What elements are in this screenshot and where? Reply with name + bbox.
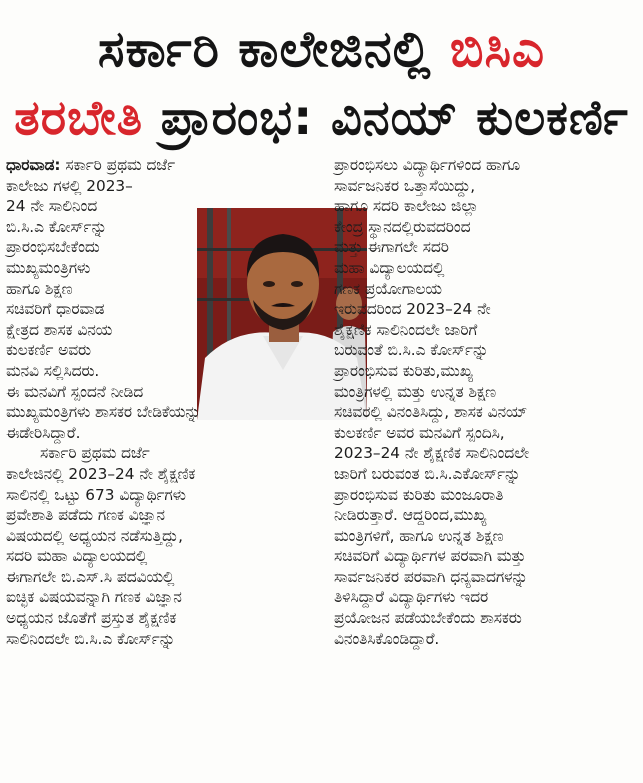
article-line: ವಿನಂತಿಸಿಕೊಂಡಿದ್ದಾರೆ. — [334, 629, 440, 648]
article-line: ಸಚಿವರಲ್ಲಿ ವಿನಂತಿಸಿದ್ದು, ಶಾಸಕ ವಿನಯ್ — [334, 403, 528, 422]
article-line: ಸಾಲಿನಿಂದಲೇ ಬಿ.ಸಿ.ಎ ಕೋರ್ಸ್‌ನ್ನು — [6, 629, 176, 648]
headline-line-2 — [0, 88, 643, 148]
article-line: ಐಚ್ಛಿಕ ವಿಷಯವನ್ನಾಗಿ ಗಣಕ ವಿಜ್ಞಾನ — [6, 588, 182, 607]
article-line: ಜಾರಿಗೆ ಬರುವಂತ ಬಿ.ಸಿ.ಎಕೋರ್ಸ್‌ನ್ನು — [334, 464, 521, 483]
article-line: ಈಡೇರಿಸಿದ್ದಾರೆ. — [6, 423, 81, 442]
article-line: ಶೈಕ್ಷಣಿಕ ಸಾಲಿನಿಂದಲೇ ಜಾರಿಗೆ — [334, 320, 478, 339]
article-line: ಸರ್ಕಾರಿ ಪ್ರಥಮ ದರ್ಜೆ — [40, 444, 150, 463]
article-line: ಕೇಂದ್ರ ಸ್ಥಾನದಲ್ಲಿರುವದರಿಂದ — [334, 217, 471, 236]
article-line: ಪ್ರಾರಂಭಿಸುವ ಕುರಿತು,ಮುಖ್ಯ — [334, 361, 474, 380]
article-line: ಹಾಗೂ ಸದರಿ ಕಾಲೇಜು ಜಿಲ್ಲಾ — [334, 197, 479, 216]
headline-line-1-black: ಸರ್ಕಾರಿ ಕಾಲೇಜಿನಲ್ಲಿ — [97, 20, 450, 78]
article-column-left — [6, 155, 326, 649]
article-line: ಸಾರ್ವಜನಿಕರ ಒತ್ತಾಸೆಯಿದ್ದು, — [334, 176, 476, 195]
left-narrow-block — [6, 155, 192, 382]
article-line: ಪ್ರಯೋಜನ ಪಡೆಯಬೇಕೆಂದು ಶಾಸಕರು — [334, 609, 522, 628]
headline-line-2-red: ತರಬೇತಿ — [14, 90, 144, 146]
dateline: ಧಾರವಾಡ: — [6, 156, 61, 174]
article-line: ಮಂತ್ರಿಗಳಿಗೆ, ಹಾಗೂ ಉನ್ನತ ಶಿಕ್ಷಣ — [334, 526, 504, 545]
article-line: ಕ್ಷೇತ್ರದ ಶಾಸಕ ವಿನಯ — [6, 320, 113, 339]
article-line: 24 ನೇ ಸಾಲಿನಿಂದ — [6, 197, 98, 216]
article-line: ಈ ಮನವಿಗೆ ಸ್ಪಂದನೆ ನೀಡಿದ — [6, 382, 144, 401]
article-line: ಕುಲಕರ್ಣಿ ಅವರು — [6, 341, 92, 360]
article-line: 2023–24 ನೇ ಶೈಕ್ಷಣಿಕ ಸಾಲಿನಿಂದಲೇ — [334, 444, 530, 463]
headline-line-2-black: ಪ್ರಾರಂಭ: ವಿನಯ್ ಕುಲಕರ್ಣಿ — [143, 90, 629, 146]
article-line: ನೀಡಿರುತ್ತಾರೆ. ಆದ್ದರಿಂದ,ಮುಖ್ಯ — [334, 506, 487, 525]
article-line: ಇರುವದರಿಂದ 2023–24 ನೇ — [334, 300, 491, 319]
headline-line-1 — [0, 18, 643, 80]
article-line: ಗಣಕ ಪ್ರಯೋಗಾಲಯ — [334, 279, 442, 298]
article-line: ಸದರಿ ಮಹಾ ವಿದ್ಯಾಲಯದಲ್ಲಿ — [6, 547, 148, 566]
article-line: ಬರುವಂತೆ ಬಿ.ಸಿ.ಎ ಕೋರ್ಸ್‌ನ್ನು — [334, 341, 489, 360]
article-line: ಮುಖ್ಯಮಂತ್ರಿಗಳು ಶಾಸಕರ ಬೇಡಿಕೆಯನ್ನು — [6, 403, 201, 422]
article-line: ಮಹಾ ವಿದ್ಯಾಲಯದಲ್ಲಿ — [334, 258, 445, 277]
article-line: ವಿಷಯದಲ್ಲಿ ಅಧ್ಯಯನ ನಡೆಸುತ್ತಿದ್ದು, — [6, 526, 184, 545]
article-line: ಪ್ರವೇಶಾತಿ ಪಡೆದು ಗಣಕ ವಿಜ್ಞಾನ — [6, 506, 165, 525]
article-line: ಮನವಿ ಸಲ್ಲಿಸಿದರು. — [6, 361, 100, 380]
article-line: ಕಾಲೇಜಿನಲ್ಲಿ 2023–24 ನೇ ಶೈಕ್ಷಣಿಕ — [6, 464, 196, 483]
article-line: ಈಗಾಗಲೇ ಬಿ.ಎಸ್.ಸಿ ಪದವಿಯಲ್ಲಿ — [6, 567, 175, 586]
article-line: ತಿಳಿಸಿದ್ದಾರೆ ವಿದ್ಯಾರ್ಥಿಗಳು ಇದರ — [334, 588, 489, 607]
article-line: ಹಾಗೂ ಶಿಕ್ಷಣ — [6, 279, 73, 298]
article-line: ಸಾರ್ವಜನಿಕರ ಪರವಾಗಿ ಧನ್ಯವಾದಗಳನ್ನು — [334, 567, 528, 586]
article-line: ಬಿ.ಸಿ.ಎ ಕೋರ್ಸ್‌ನ್ನು — [6, 217, 107, 236]
article-line: ಸಚಿವರಿಗೆ ವಿದ್ಯಾರ್ಥಿಗಳ ಪರವಾಗಿ ಮತ್ತು — [334, 547, 526, 566]
article-line: ಪ್ರಾರಂಭಿಸಲು ವಿದ್ಯಾರ್ಥಿಗಳಿಂದ ಹಾಗೂ — [334, 156, 521, 174]
article-line: ಮತ್ತು ಈಗಾಗಲೇ ಸದರಿ — [334, 238, 449, 257]
headline-line-1-red: ಬಿಸಿಎ — [449, 20, 546, 78]
article-line: ಕಾಲೇಜು ಗಳಲ್ಲಿ 2023– — [6, 176, 133, 195]
article-line: ಮುಖ್ಯಮಂತ್ರಿಗಳು — [6, 258, 91, 277]
article-line: ಸಚಿವರಿಗೆ ಧಾರವಾಡ — [6, 300, 105, 319]
article-line: ಕುಲಕರ್ಣಿ ಅವರ ಮನವಿಗೆ ಸ್ಪಂದಿಸಿ, — [334, 423, 505, 442]
article-line: ಧಾರವಾಡ: ಸರ್ಕಾರಿ ಪ್ರಥಮ ದರ್ಜೆ — [6, 156, 176, 174]
article-line: ಅಧ್ಯಯನ ಜೊತೆಗೆ ಪ್ರಸ್ತುತ ಶೈಕ್ಷಣಿಕ — [6, 609, 177, 628]
article-line: ಸಾಲಿನಲ್ಲಿ ಒಟ್ಟು 673 ವಿದ್ಯಾರ್ಥಿಗಳು — [6, 485, 186, 504]
article-line: ಪ್ರಾರಂಭಿಸಬೇಕೆಂದು — [6, 238, 100, 257]
article-line: ಮಂತ್ರಿಗಳಲ್ಲಿ ಮತ್ತು ಉನ್ನತ ಶಿಕ್ಷಣ — [334, 382, 496, 401]
article-line: ಪ್ರಾರಂಭಿಸುವ ಕುರಿತು ಮಂಜೂರಾತಿ — [334, 485, 504, 504]
article-column-right — [334, 155, 634, 649]
